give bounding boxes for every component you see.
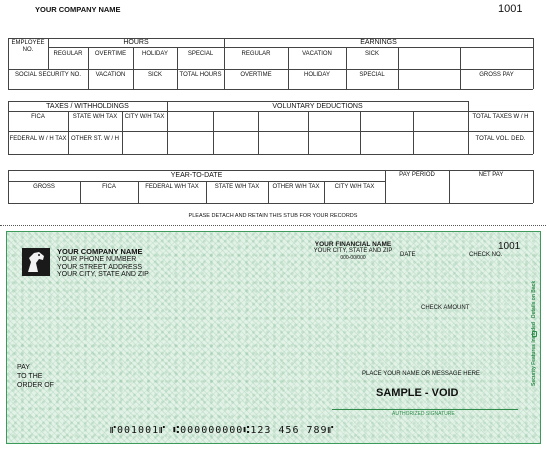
check-number: 1001	[498, 241, 521, 252]
ssn-label: SOCIAL SECURITY NO.	[14, 72, 81, 78]
company-logo	[22, 248, 50, 276]
check-amount-label: CHECK AMOUNT	[421, 305, 470, 311]
ytd-city: CITY W/H TAX	[334, 184, 375, 190]
check-no-label: CHECK NO.	[469, 252, 503, 258]
earn-sick: SICK	[364, 51, 379, 57]
details-on-back-note: Details on Back	[531, 280, 537, 318]
bank-name: YOUR FINANCIAL NAME	[314, 241, 392, 248]
micr-line: ⑈001001⑈ ⑆000000000⑆123 456 789⑈	[110, 425, 335, 436]
void-text: SAMPLE - VOID	[376, 387, 459, 399]
pay-period: PAY PERIOD	[399, 172, 435, 178]
authorized-signature: AUTHORIZED SIGNATURE	[392, 411, 455, 417]
employee-no-label: EMPLOYEE NO.	[11, 40, 45, 53]
ytd-other: OTHER W/H TAX	[272, 184, 320, 190]
stub-check-number: 1001	[498, 3, 523, 15]
tax-federal: FEDERAL W / H TAX	[9, 136, 67, 142]
bank-city: YOUR CITY, STATE AND ZIP	[313, 248, 393, 254]
date-label: DATE	[400, 252, 416, 258]
routing-fraction: 000-00/000	[340, 255, 366, 261]
earn-special: SPECIAL	[359, 72, 385, 78]
tax-other-state: OTHER ST. W / H	[71, 136, 119, 142]
tax-city: CITY W/H TAX	[124, 114, 165, 120]
hours-overtime: OVERTIME	[94, 51, 127, 57]
hours-vacation: VACATION	[95, 72, 126, 78]
hours-sick: SICK	[147, 72, 162, 78]
check-company-name: YOUR COMPANY NAME	[57, 247, 143, 256]
check-city: YOUR CITY, STATE AND ZIP	[57, 271, 149, 278]
pay-label: PAY	[17, 364, 30, 371]
message-line: PLACE YOUR NAME OR MESSAGE HERE	[362, 371, 480, 377]
earn-overtime: OVERTIME	[240, 72, 272, 78]
stub-company-name: YOUR COMPANY NAME	[35, 5, 121, 14]
security-features-note: Security Features Included	[531, 322, 537, 386]
check-street: YOUR STREET ADDRESS	[57, 264, 143, 271]
hours-regular: REGULAR	[53, 51, 83, 57]
ytd-gross: GROSS	[33, 184, 55, 190]
earn-vacation: VACATION	[302, 51, 332, 57]
order-of-label: ORDER OF	[17, 382, 54, 389]
hours-header: HOURS	[123, 39, 149, 46]
detach-notice: PLEASE DETACH AND RETAIN THIS STUB FOR YOUR RECORDS	[188, 213, 358, 219]
hours-special: SPECIAL	[187, 51, 214, 57]
tax-fica: FICA	[31, 114, 45, 120]
voluntary-header: VOLUNTARY DEDUCTIONS	[272, 103, 363, 110]
check-phone: YOUR PHONE NUMBER	[57, 256, 137, 263]
perforation-line	[0, 225, 546, 226]
ytd-header: YEAR-TO-DATE	[170, 172, 223, 179]
earn-holiday: HOLIDAY	[304, 72, 330, 78]
signature-line	[332, 409, 518, 410]
total-vol-ded: TOTAL VOL. DED.	[475, 136, 526, 142]
hours-holiday: HOLIDAY	[142, 51, 168, 57]
ytd-federal: FEDERAL W/H TAX	[145, 184, 199, 190]
earnings-header: EARNINGS	[360, 39, 397, 46]
net-pay: NET PAY	[478, 172, 504, 178]
ytd-state: STATE W/H TAX	[214, 184, 260, 190]
gross-pay: GROSS PAY	[479, 72, 514, 78]
tax-state: STATE W/H TAX	[72, 114, 118, 120]
earn-regular: REGULAR	[241, 51, 271, 57]
total-taxes: TOTAL TAXES W / H	[472, 114, 529, 120]
taxes-header: TAXES / WITHHOLDINGS	[46, 103, 129, 110]
ytd-fica: FICA	[102, 184, 116, 190]
total-hours: TOTAL HOURS	[179, 72, 222, 78]
horse-logo-icon	[22, 248, 50, 276]
to-the-label: TO THE	[17, 373, 43, 380]
